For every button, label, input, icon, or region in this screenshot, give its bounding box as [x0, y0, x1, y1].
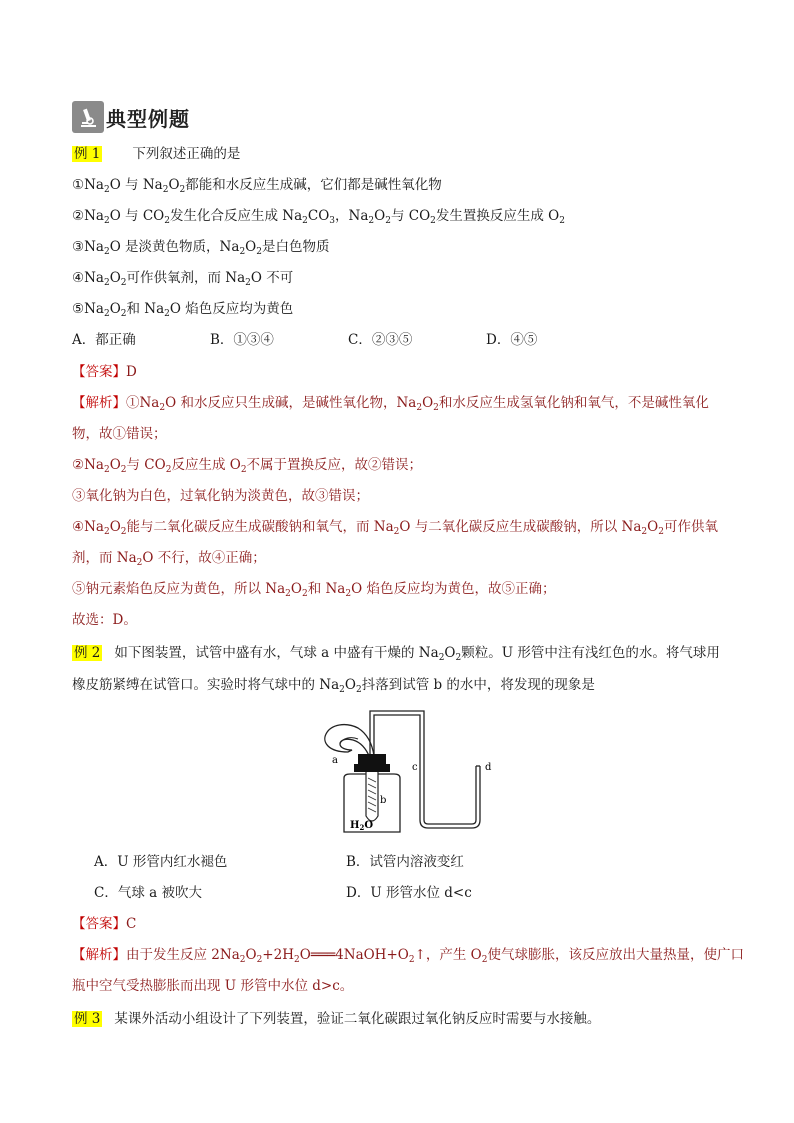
- ex2-tag: 例 2: [74, 645, 101, 661]
- label-a: a: [332, 755, 338, 766]
- ex1-answer: 【答案】D: [72, 364, 137, 380]
- ex1-statement-2: $②Na_2O$ 与 $CO_2$发生化合反应生成 $Na_2CO_3$，$Na_2O_2$与 $CO_2$发生置换反应生成 $O_2$: [72, 208, 565, 226]
- ex1-option-d: D．④⑤: [486, 332, 538, 348]
- ex1-analysis-1: 【解析】$①Na_2O$ 和水反应只生成碱，是碱性氧化物，$Na_2O_2$和水反应生成氢氧化钠和氧气，不是碱性氧化: [72, 395, 709, 413]
- ex1-analysis-1b: 物，故①错误；: [72, 426, 167, 442]
- ex2-option-c: C．气球 a 被吹大: [94, 885, 202, 901]
- apparatus-figure: [318, 708, 500, 838]
- ex3-question-line: [72, 1009, 600, 1029]
- balloon-a: [325, 725, 374, 758]
- label-b: b: [380, 795, 387, 806]
- ex2-question-line-1: 例 2 如下图装置，试管中盛有水，气球 a 中盛有干燥的 $Na_2O_2$颗粒。U 形管中注有浅红色的水。将气球用: [74, 645, 720, 663]
- ex2-answer: 【答案】C: [72, 916, 137, 932]
- label-c: c: [412, 762, 418, 773]
- ex2-analysis-1: 【解析】由于发生反应 $2Na_2O_2+2H_2O═══4NaOH+O_2↑$，产生 $O_2$使气球膨胀，该反应放出大量热量，使广口: [72, 947, 744, 965]
- ex2-option-b: B．试管内溶液变红: [346, 854, 464, 870]
- ex1-tag: 例 1: [74, 146, 101, 162]
- ex1-analysis-4: $④Na_2O_2$能与二氧化碳反应生成碳酸钠和氧气，而 $Na_2O$ 与二氧化碳反应生成碳酸钠，所以 $Na_2O_2$可作供氧: [72, 519, 718, 537]
- ex1-option-a: A．都正确: [72, 332, 136, 348]
- ex1-analysis-4b: 剂，而 $Na_2O$ 不行，故④正确；: [72, 550, 266, 568]
- ex2-option-d: D．U 形管水位 d<c: [346, 885, 472, 901]
- ex2-analysis-1b: 瓶中空气受热膨胀而出现 U 形管中水位 d>c。: [72, 978, 354, 994]
- ex1-question-line: [72, 144, 240, 164]
- ex1-statement-1: $①Na_2O$ 与 $Na_2O_2$都能和水反应生成碱，它们都是碱性氧化物: [72, 177, 442, 195]
- ex1-option-b: B．①③④: [210, 332, 274, 348]
- label-d: d: [485, 762, 492, 773]
- ex1-option-c: C．②③⑤: [348, 332, 413, 348]
- ex3-tag: 例 3: [74, 1011, 101, 1027]
- ex2-option-a: A．U 形管内红水褪色: [94, 854, 228, 870]
- u-tube: [420, 766, 480, 828]
- section-header: [72, 101, 190, 133]
- ex3-question: 某课外活动小组设计了下列装置，验证二氧化碳跟过氧化钠反应时需要与水接触。: [114, 1011, 601, 1027]
- ex1-analysis-3: ③氧化钠为白色，过氧化钠为淡黄色，故③错误；: [72, 488, 369, 504]
- water-label: $H_2O$: [350, 820, 374, 832]
- ex1-statement-4: $④Na_2O_2$可作供氧剂，而 $Na_2O$ 不可: [72, 270, 294, 288]
- ex1-analysis-2: $②Na_2O_2$与 $CO_2$反应生成 $O_2$不属于置换反应，故②错误；: [72, 457, 423, 475]
- ex1-statement-3: $③Na_2O$ 是淡黄色物质，$Na_2O_2$是白色物质: [72, 239, 330, 257]
- ex1-question: 下列叙述正确的是: [132, 146, 241, 162]
- test-tube-b: [366, 772, 378, 821]
- ex1-conclusion: 故选：D。: [72, 612, 137, 628]
- ex2-question-line-2: 橡皮筋紧缚在试管口。实验时将气球中的 $Na_2O_2$抖落到试管 b 的水中，将发现的现象是: [72, 677, 595, 695]
- ex1-statement-5: $⑤Na_2O_2$和 $Na_2O$ 焰色反应均为黄色: [72, 301, 294, 319]
- microscope-icon: [72, 101, 104, 133]
- section-title: 典型例题: [106, 106, 190, 131]
- ex1-analysis-5: ⑤钠元素焰色反应为黄色，所以 $Na_2O_2$和 $Na_2O$ 焰色反应均为黄色，故⑤正确；: [72, 581, 556, 599]
